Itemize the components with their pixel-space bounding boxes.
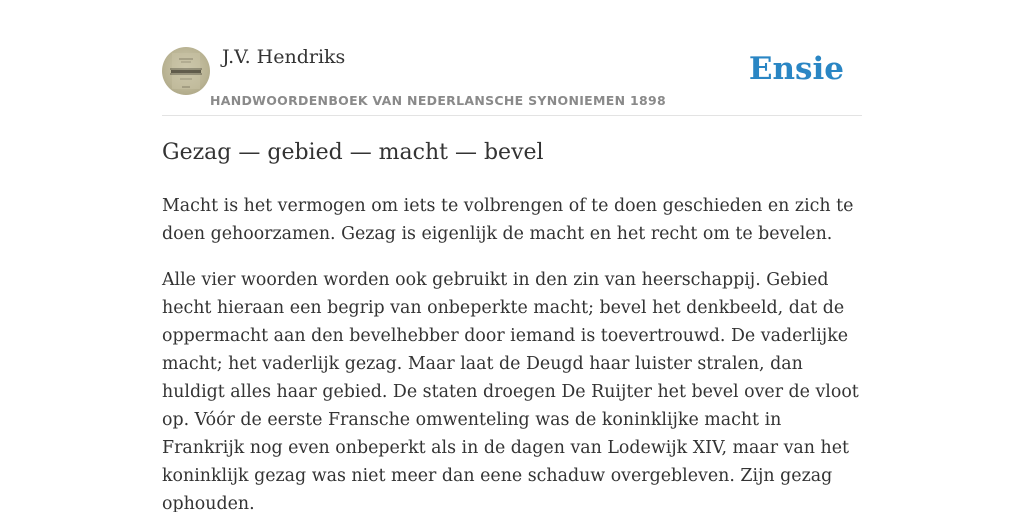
book-cover-avatar[interactable] — [162, 47, 210, 95]
entry-content — [162, 192, 862, 512]
entry-paragraph: Alle vier woorden worden ook gebruikt in den zin van heerschappij. Gebied hecht hieraan een begrip van onbeperkte macht; bevel het denkbeeld, dat de oppermacht aan den bevelhebber door iemand is toevertrouwd. De vaderlijke macht; het vaderlijk gezag. Maar laat de Deugd haar luister stralen, dan huldigt alles haar gebied. De staten droegen De Ruijter het bevel over de vloot op. Vóór de eerste Fransche omwenteling was de koninklijke macht in Frankrijk nog even onbeperkt als in de dagen van Lodewijk XIV, maar van het koninklijk gezag was niet meer dan eene schaduw overgebleven. Zijn gezag ophouden. — [162, 270, 859, 512]
header-divider — [162, 115, 862, 116]
book-cover-icon — [162, 47, 210, 95]
author-name[interactable]: J.V. Hendriks — [222, 46, 346, 68]
entry-paragraph: Macht is het vermogen om iets te volbrengen of te doen geschieden en zich te doen gehoorzamen. Gezag is eigenlijk de macht en het recht om te bevelen. — [162, 196, 854, 244]
brand-logo[interactable]: Ensie — [748, 51, 844, 87]
source-title[interactable]: HANDWOORDENBOEK VAN NEDERLANSCHE SYNONIEMEN 1898 — [210, 93, 667, 108]
entry-title: Gezag — gebied — macht — bevel — [162, 140, 544, 165]
